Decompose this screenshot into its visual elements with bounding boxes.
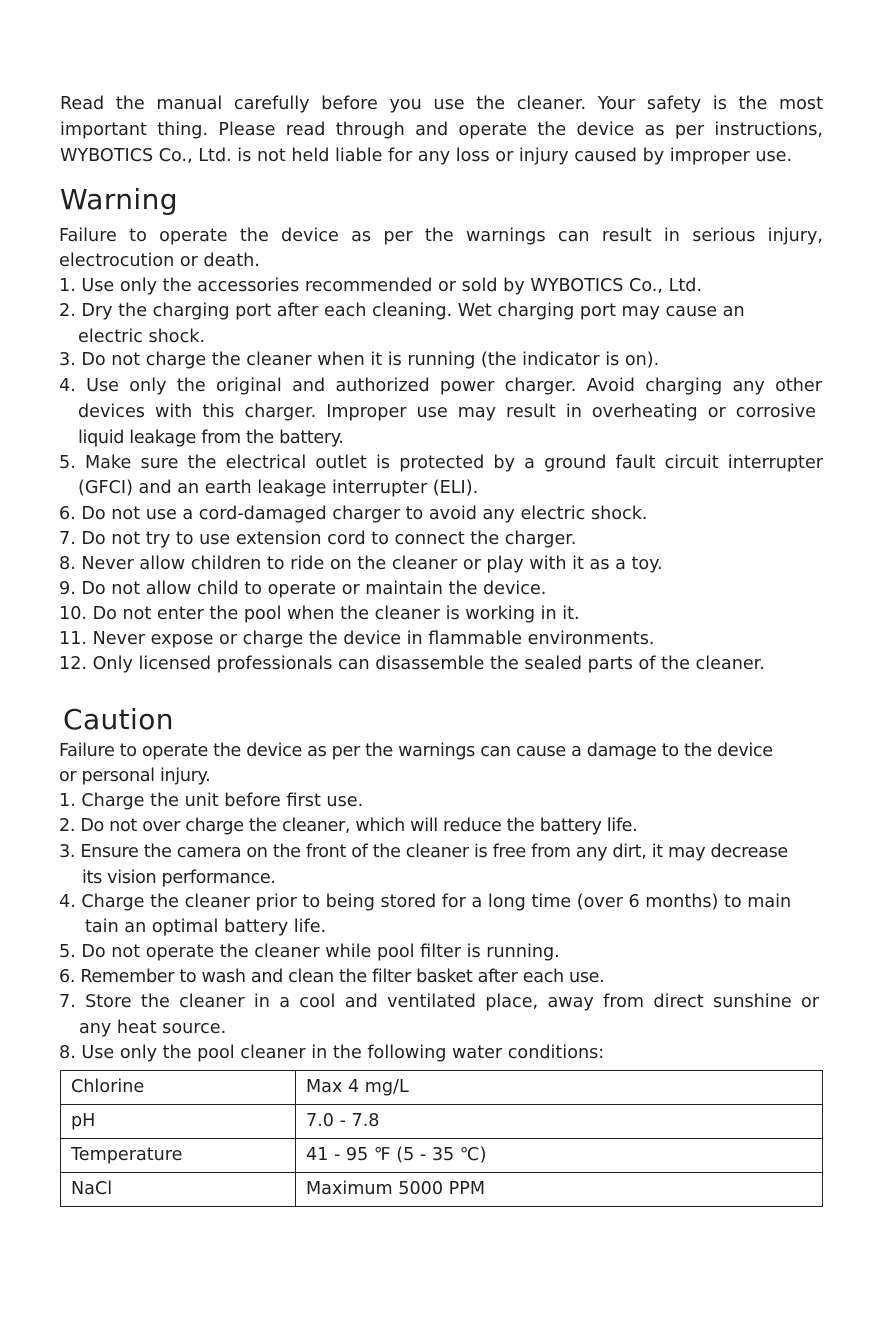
warning-line: 5. Make sure the electrical outlet is protected by a ground fault circuit interrupter	[59, 453, 823, 473]
caution-line: its vision performance.	[82, 868, 276, 888]
table-row	[61, 1105, 823, 1139]
warning-line: 3. Do not charge the cleaner when it is running (the indicator is on).	[59, 350, 660, 370]
table-cell-parameter: Temperature	[61, 1139, 296, 1173]
caution-line: 3. Ensure the camera on the front of the cleaner is free from any dirt, it may decrease	[59, 842, 788, 862]
warning-line: 10. Do not enter the pool when the cleaner is working in it.	[59, 604, 580, 624]
warning-heading: Warning	[60, 183, 178, 216]
warning-line: 8. Never allow children to ride on the cleaner or play with it as a toy.	[59, 554, 663, 574]
warning-line: electric shock.	[78, 327, 206, 347]
caution-line: any heat source.	[79, 1018, 227, 1038]
warning-line: liquid leakage from the battery.	[78, 428, 344, 448]
warning-line: electrocution or death.	[59, 251, 260, 271]
table-cell-parameter: Chlorine	[61, 1071, 296, 1105]
warning-line: 6. Do not use a cord-damaged charger to avoid any electric shock.	[59, 504, 648, 524]
warning-line: 7. Do not try to use extension cord to connect the charger.	[59, 529, 577, 549]
warning-line: 2. Dry the charging port after each cleaning. Wet charging port may cause an	[59, 301, 745, 321]
caution-line: 2. Do not over charge the cleaner, which will reduce the battery life.	[59, 816, 638, 836]
caution-line: tain an optimal battery life.	[85, 917, 327, 937]
intro-line: Read the manual carefully before you use the cleaner. Your safety is the most	[60, 94, 823, 114]
warning-line: 9. Do not allow child to operate or maintain the device.	[59, 579, 547, 599]
table-cell-value: 41 - 95 ℉ (5 - 35 ℃)	[296, 1139, 823, 1173]
table-cell-value: Maximum 5000 PPM	[296, 1173, 823, 1207]
caution-line: or personal injury.	[59, 766, 211, 786]
warning-line: devices with this charger. Improper use may result in overheating or corrosive	[78, 402, 816, 422]
caution-line: 8. Use only the pool cleaner in the following water conditions:	[59, 1043, 605, 1063]
table-cell-parameter: NaCl	[61, 1173, 296, 1207]
water-conditions-table	[60, 1070, 823, 1207]
table-cell-value: 7.0 - 7.8	[296, 1105, 823, 1139]
caution-heading: Caution	[63, 703, 174, 736]
table-row	[61, 1173, 823, 1207]
table-row	[61, 1139, 823, 1173]
caution-line: Failure to operate the device as per the warnings can cause a damage to the device	[59, 741, 773, 761]
table-row	[61, 1071, 823, 1105]
caution-line: 7. Store the cleaner in a cool and ventilated place, away from direct sunshine or	[59, 992, 819, 1012]
warning-line: Failure to operate the device as per the warnings can result in serious injury,	[59, 226, 823, 246]
table-cell-value: Max 4 mg/L	[296, 1071, 823, 1105]
warning-line: 11. Never expose or charge the device in flammable environments.	[59, 629, 655, 649]
warning-line: (GFCI) and an earth leakage interrupter (ELI).	[78, 478, 479, 498]
table-cell-parameter: pH	[61, 1105, 296, 1139]
warning-line: 4. Use only the original and authorized power charger. Avoid charging any other	[59, 376, 822, 396]
intro-line: WYBOTICS Co., Ltd. is not held liable for any loss or injury caused by improper use.	[60, 146, 793, 166]
intro-line: important thing. Please read through and operate the device as per instructions,	[60, 120, 823, 140]
warning-line: 12. Only licensed professionals can disassemble the sealed parts of the cleaner.	[59, 654, 765, 674]
caution-line: 6. Remember to wash and clean the filter basket after each use.	[59, 967, 605, 987]
caution-line: 5. Do not operate the cleaner while pool filter is running.	[59, 942, 560, 962]
caution-line: 4. Charge the cleaner prior to being stored for a long time (over 6 months) to main	[59, 892, 792, 912]
caution-line: 1. Charge the unit before first use.	[59, 791, 364, 811]
warning-line: 1. Use only the accessories recommended or sold by WYBOTICS Co., Ltd.	[59, 276, 703, 296]
